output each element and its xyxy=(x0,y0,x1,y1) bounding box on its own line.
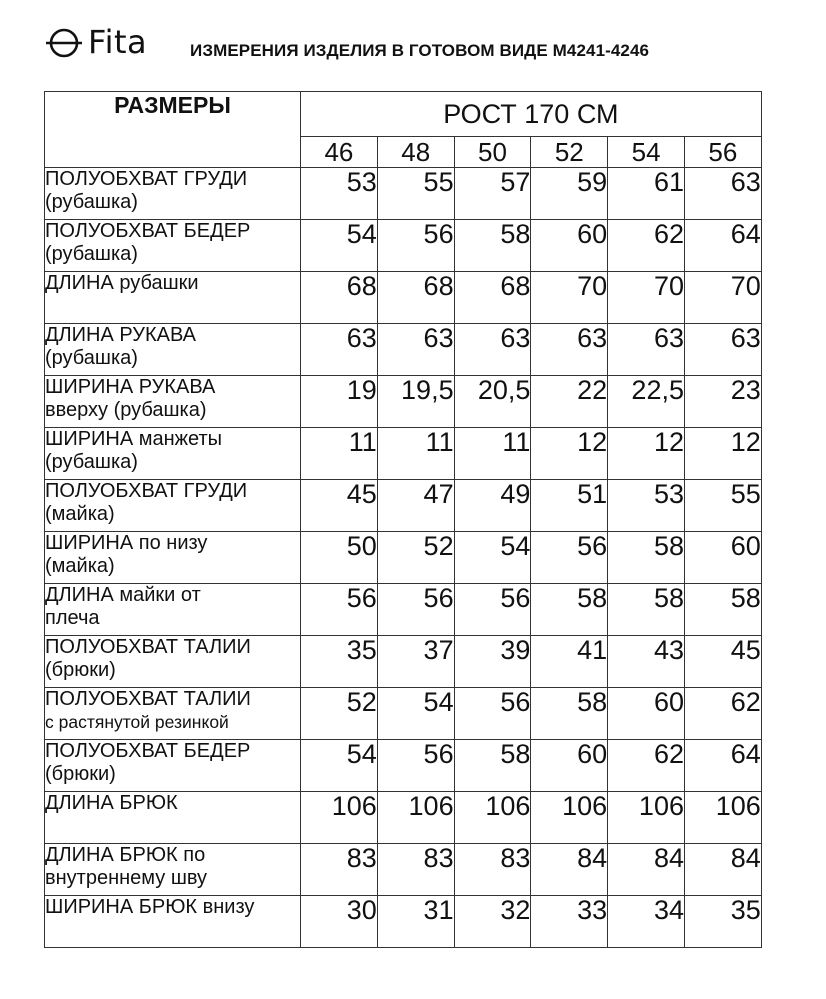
measurement-label-line1: ДЛИНА БРЮК xyxy=(45,792,178,814)
measurement-value: 22,5 xyxy=(608,376,685,428)
measurement-value: 43 xyxy=(608,636,685,688)
measurement-label-line2: плеча xyxy=(45,607,100,629)
measurement-value: 55 xyxy=(377,168,454,220)
measurement-value: 63 xyxy=(684,324,761,376)
table-row xyxy=(45,220,762,272)
measurement-label-line1: ДЛИНА РУКАВА xyxy=(45,324,196,346)
size-header: 46 xyxy=(301,137,378,168)
measurement-value: 58 xyxy=(454,220,531,272)
measurement-value: 37 xyxy=(377,636,454,688)
measurement-value: 31 xyxy=(377,896,454,948)
measurement-value: 61 xyxy=(608,168,685,220)
measurement-value: 54 xyxy=(301,740,378,792)
measurement-label xyxy=(45,480,301,532)
measurement-label-line1: ШИРИНА РУКАВА xyxy=(45,376,216,398)
measurement-label-line1: ПОЛУОБХВАТ БЕДЕР xyxy=(45,740,251,762)
measurement-value: 53 xyxy=(301,168,378,220)
table-row xyxy=(45,636,762,688)
table-row xyxy=(45,792,762,844)
measurement-label xyxy=(45,896,301,948)
measurement-value: 106 xyxy=(301,792,378,844)
measurement-value: 49 xyxy=(454,480,531,532)
measurement-value: 53 xyxy=(608,480,685,532)
measurement-label-line1: ДЛИНА рубашки xyxy=(45,272,199,294)
measurement-value: 70 xyxy=(608,272,685,324)
measurement-value: 32 xyxy=(454,896,531,948)
measurement-label-line1: ШИРИНА БРЮК внизу xyxy=(45,896,255,918)
measurement-label xyxy=(45,532,301,584)
measurement-value: 56 xyxy=(377,584,454,636)
measurement-value: 106 xyxy=(454,792,531,844)
measurement-value: 83 xyxy=(301,844,378,896)
measurement-value: 50 xyxy=(301,532,378,584)
measurement-label xyxy=(45,740,301,792)
measurement-label-line2: (брюки) xyxy=(45,659,116,681)
measurement-value: 62 xyxy=(684,688,761,740)
measurement-label xyxy=(45,168,301,220)
measurement-value: 56 xyxy=(377,740,454,792)
measurement-value: 12 xyxy=(608,428,685,480)
logo-text: Fita xyxy=(88,23,148,61)
table-row xyxy=(45,584,762,636)
measurement-value: 35 xyxy=(301,636,378,688)
measurement-label-line1: ПОЛУОБХВАТ БЕДЕР xyxy=(45,220,251,242)
measurement-value: 35 xyxy=(684,896,761,948)
measurement-label-line2: (рубашка) xyxy=(45,347,138,369)
measurement-value: 68 xyxy=(454,272,531,324)
measurement-value: 20,5 xyxy=(454,376,531,428)
size-header: 54 xyxy=(608,137,685,168)
measurement-label-line2: (брюки) xyxy=(45,763,116,785)
measurement-label-line1: ПОЛУОБХВАТ ТАЛИИ xyxy=(45,688,251,710)
measurement-value: 11 xyxy=(377,428,454,480)
table-row xyxy=(45,740,762,792)
measurement-label-line1: ДЛИНА майки от xyxy=(45,584,201,606)
table-row xyxy=(45,428,762,480)
measurement-value: 84 xyxy=(531,844,608,896)
table-row xyxy=(45,324,762,376)
measurement-label xyxy=(45,636,301,688)
table-row xyxy=(45,896,762,948)
size-chart-table xyxy=(44,91,762,948)
measurement-value: 63 xyxy=(608,324,685,376)
measurement-value: 55 xyxy=(684,480,761,532)
measurement-value: 45 xyxy=(684,636,761,688)
measurement-label-line2: (майка) xyxy=(45,555,115,577)
measurement-value: 52 xyxy=(377,532,454,584)
measurement-label-line2: (майка) xyxy=(45,503,115,525)
measurement-value: 41 xyxy=(531,636,608,688)
measurement-value: 58 xyxy=(454,740,531,792)
growth-header: РОСТ 170 СМ xyxy=(301,92,762,137)
measurement-rows xyxy=(45,168,762,948)
measurement-value: 64 xyxy=(684,220,761,272)
measurement-value: 58 xyxy=(608,584,685,636)
measurement-value: 45 xyxy=(301,480,378,532)
measurement-label xyxy=(45,428,301,480)
measurement-value: 106 xyxy=(531,792,608,844)
measurement-value: 39 xyxy=(454,636,531,688)
size-header: 48 xyxy=(377,137,454,168)
measurement-value: 56 xyxy=(531,532,608,584)
measurement-label xyxy=(45,792,301,844)
measurement-label-line2: вверху (рубашка) xyxy=(45,399,207,421)
measurement-value: 63 xyxy=(531,324,608,376)
measurement-value: 60 xyxy=(684,532,761,584)
fita-logo xyxy=(44,20,194,64)
measurement-label xyxy=(45,584,301,636)
measurement-value: 70 xyxy=(531,272,608,324)
measurement-value: 62 xyxy=(608,220,685,272)
measurement-label-line2: (рубашка) xyxy=(45,191,138,213)
measurement-value: 11 xyxy=(454,428,531,480)
measurement-label-line2: внутреннему шву xyxy=(45,867,208,889)
table-row xyxy=(45,688,762,740)
measurement-value: 68 xyxy=(301,272,378,324)
measurement-value: 19,5 xyxy=(377,376,454,428)
document-title: ИЗМЕРЕНИЯ ИЗДЕЛИЯ В ГОТОВОМ ВИДЕ М4241-4246 xyxy=(190,41,650,60)
measurement-value: 70 xyxy=(684,272,761,324)
page-header xyxy=(0,0,826,80)
measurement-label xyxy=(45,688,301,740)
measurement-value: 30 xyxy=(301,896,378,948)
measurement-value: 22 xyxy=(531,376,608,428)
measurement-value: 58 xyxy=(531,688,608,740)
measurement-label-line1: ПОЛУОБХВАТ ГРУДИ xyxy=(45,168,248,190)
measurement-value: 62 xyxy=(608,740,685,792)
measurement-value: 63 xyxy=(454,324,531,376)
measurement-label-line1: ПОЛУОБХВАТ ГРУДИ xyxy=(45,480,248,502)
table-row xyxy=(45,532,762,584)
measurement-value: 68 xyxy=(377,272,454,324)
measurement-value: 84 xyxy=(608,844,685,896)
measurement-value: 56 xyxy=(377,220,454,272)
measurement-value: 54 xyxy=(301,220,378,272)
measurement-label xyxy=(45,324,301,376)
measurement-label-line2: (рубашка) xyxy=(45,451,138,473)
measurement-value: 11 xyxy=(301,428,378,480)
measurement-label-line1: ДЛИНА БРЮК по xyxy=(45,844,206,866)
measurement-value: 12 xyxy=(684,428,761,480)
table-row xyxy=(45,168,762,220)
measurement-value: 56 xyxy=(454,584,531,636)
table-row xyxy=(45,272,762,324)
measurement-value: 83 xyxy=(454,844,531,896)
measurement-value: 56 xyxy=(454,688,531,740)
measurement-value: 60 xyxy=(608,688,685,740)
measurement-value: 51 xyxy=(531,480,608,532)
measurement-value: 106 xyxy=(377,792,454,844)
size-header: 50 xyxy=(454,137,531,168)
measurement-label-line2: (рубашка) xyxy=(45,243,138,265)
measurement-value: 47 xyxy=(377,480,454,532)
measurement-value: 54 xyxy=(377,688,454,740)
size-header: 56 xyxy=(684,137,761,168)
measurement-value: 19 xyxy=(301,376,378,428)
measurement-label-line1: ШИРИНА по низу xyxy=(45,532,208,554)
measurement-label xyxy=(45,220,301,272)
size-header: 52 xyxy=(531,137,608,168)
measurement-value: 23 xyxy=(684,376,761,428)
measurement-value: 33 xyxy=(531,896,608,948)
table-row xyxy=(45,376,762,428)
measurement-value: 106 xyxy=(608,792,685,844)
measurement-value: 59 xyxy=(531,168,608,220)
measurement-value: 60 xyxy=(531,740,608,792)
measurement-label-line1: ПОЛУОБХВАТ ТАЛИИ xyxy=(45,636,251,658)
measurement-value: 57 xyxy=(454,168,531,220)
measurement-value: 58 xyxy=(684,584,761,636)
measurement-value: 58 xyxy=(608,532,685,584)
measurement-value: 58 xyxy=(531,584,608,636)
measurement-label xyxy=(45,844,301,896)
measurement-value: 63 xyxy=(301,324,378,376)
table-row xyxy=(45,480,762,532)
measurement-value: 106 xyxy=(684,792,761,844)
param-column-header: РАЗМЕРЫ xyxy=(45,92,301,168)
measurement-value: 56 xyxy=(301,584,378,636)
measurement-value: 64 xyxy=(684,740,761,792)
measurement-value: 84 xyxy=(684,844,761,896)
measurement-value: 63 xyxy=(684,168,761,220)
measurement-label-line2: с растянутой резинкой xyxy=(45,712,229,732)
fita-logo-icon xyxy=(44,24,84,60)
table-row xyxy=(45,844,762,896)
measurement-value: 52 xyxy=(301,688,378,740)
measurement-label-line1: ШИРИНА манжеты xyxy=(45,428,223,450)
measurement-value: 83 xyxy=(377,844,454,896)
measurement-value: 63 xyxy=(377,324,454,376)
measurement-value: 60 xyxy=(531,220,608,272)
measurement-label xyxy=(45,376,301,428)
measurement-value: 12 xyxy=(531,428,608,480)
measurement-label xyxy=(45,272,301,324)
measurement-value: 34 xyxy=(608,896,685,948)
measurement-value: 54 xyxy=(454,532,531,584)
